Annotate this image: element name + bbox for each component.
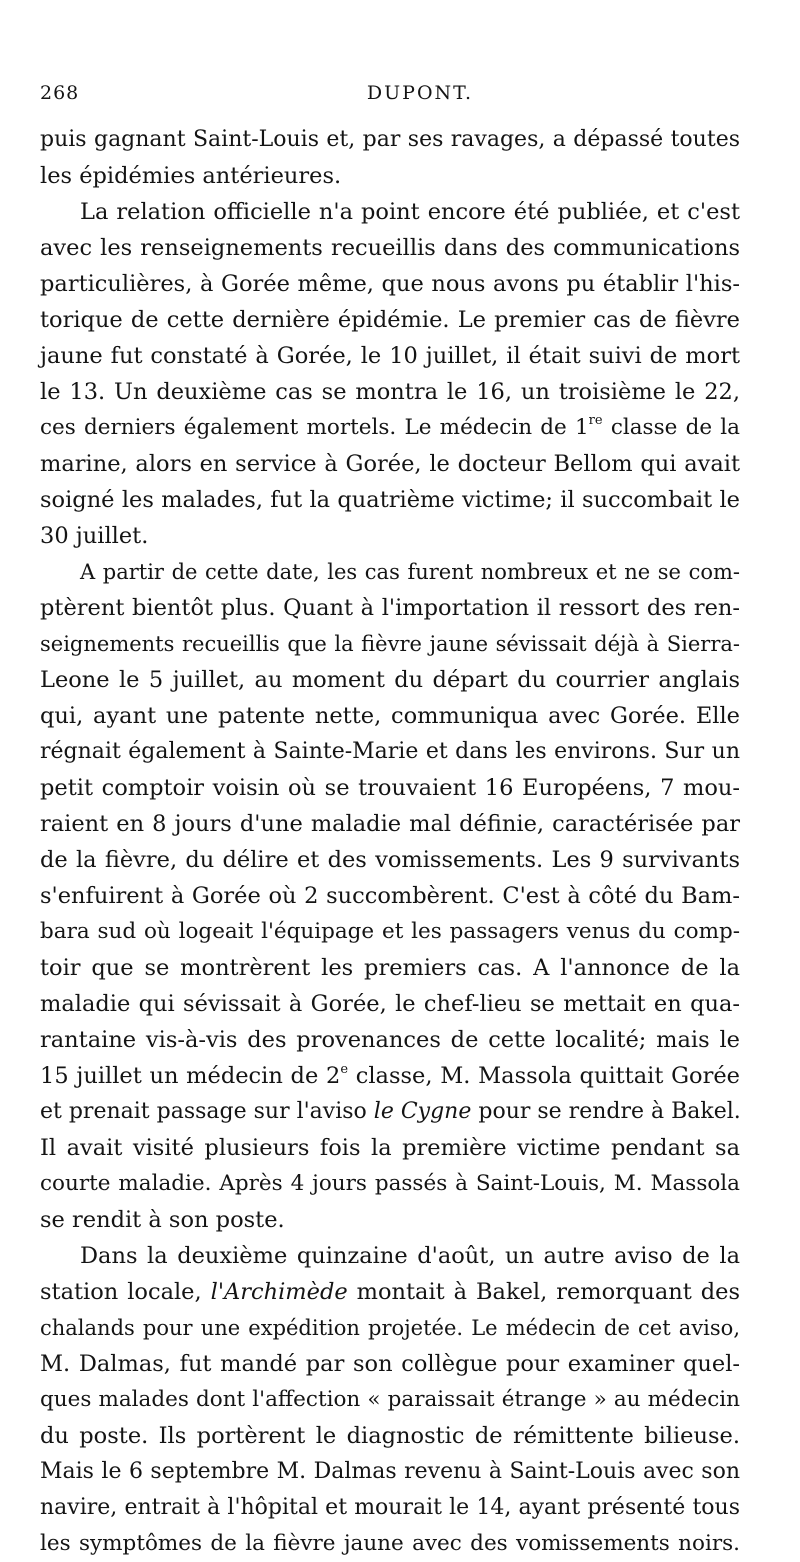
text-line: jaune fut constaté à Gorée, le 10 juillet, il était suivi de mort: [40, 343, 740, 369]
text-line: torique de cette dernière épidémie. Le premier cas de fièvre: [40, 307, 740, 333]
text-line: s'enfuirent à Gorée où 2 succombèrent. C'est à côté du Bam-: [40, 883, 740, 909]
text-line: maladie qui sévissait à Gorée, le chef-lieu se mettait en qua-: [40, 991, 740, 1017]
text-line: soigné les malades, fut la quatrième victime; il succombait le: [40, 487, 740, 513]
page-header: [40, 82, 740, 116]
text-line: toir que se montrèrent les premiers cas. A l'annonce de la: [40, 955, 740, 981]
text-line: M. Dalmas, fut mandé par son collègue pour examiner quel-: [40, 1351, 740, 1377]
text-line: navire, entrait à l'hôpital et mourait le 14, ayant présenté tous: [40, 1495, 740, 1520]
text-line: seignements recueillis que la fièvre jaune sévissait déjà à Sierra-: [40, 632, 740, 656]
text-line: particulières, à Gorée même, que nous avons pu établir l'his-: [40, 271, 740, 297]
text-line: Leone le 5 juillet, au moment du départ du courrier anglais: [40, 667, 740, 693]
text-line: avec les renseignements recueillis dans des communications: [40, 235, 740, 261]
text-line: raient en 8 jours d'une maladie mal définie, caractérisée par: [40, 811, 740, 837]
italic-ship-name: l'Archimède: [210, 1279, 348, 1305]
superscript: re: [588, 412, 603, 428]
text-line: Il avait visité plusieurs fois la première victime pendant sa: [40, 1135, 740, 1161]
text-line: les épidémies antérieures.: [40, 163, 342, 189]
text-line: 15 juillet un médecin de 2e classe, M. Massola quittait Gorée: [40, 1061, 740, 1089]
text-line: station locale, l'Archimède montait à Bakel, remorquant des: [40, 1279, 740, 1305]
text-line: ptèrent bientôt plus. Quant à l'importation il ressort des ren-: [40, 595, 740, 621]
superscript: e: [340, 1061, 349, 1077]
paragraph-start-line: Dans la deuxième quinzaine d'août, un autre aviso de la: [80, 1243, 740, 1269]
text-line: les symptômes de la fièvre jaune avec des vomissements noirs.: [40, 1531, 740, 1556]
text-line: se rendit à son poste.: [40, 1207, 285, 1233]
paragraph-start-line: La relation officielle n'a point encore été publiée, et c'est: [80, 199, 740, 225]
text-line: rantaine vis-à-vis des provenances de cette localité; mais le: [40, 1027, 740, 1053]
text-line: ces derniers également mortels. Le médecin de 1re classe de la: [40, 412, 740, 440]
text-line: Mais le 6 septembre M. Dalmas revenu à Saint-Louis avec son: [40, 1459, 740, 1484]
text-line: qui, ayant une patente nette, communiqua avec Gorée. Elle: [40, 703, 740, 729]
page-number: 268: [40, 82, 80, 104]
text-line: 30 juillet.: [40, 523, 149, 549]
page-body: [40, 122, 740, 1562]
text-line: ques malades dont l'affection « paraissait étrange » au médecin: [40, 1387, 740, 1412]
text-line: chalands pour une expédition projetée. Le médecin de cet aviso,: [40, 1316, 740, 1340]
text-line: puis gagnant Saint-Louis et, par ses ravages, a dépassé toutes: [40, 127, 740, 152]
text-line: le 13. Un deuxième cas se montra le 16, un troisième le 22,: [40, 379, 740, 405]
text-line: marine, alors en service à Gorée, le docteur Bellom qui avait: [40, 451, 740, 477]
text-line: et prenait passage sur l'aviso le Cygne pour se rendre à Bakel.: [40, 1099, 741, 1124]
italic-ship-name: le Cygne: [373, 1099, 472, 1124]
paragraph-start-line: A partir de cette date, les cas furent nombreux et ne se com-: [80, 560, 740, 584]
text-line: courte maladie. Après 4 jours passés à Saint-Louis, M. Massola: [40, 1171, 740, 1196]
text-line: du poste. Ils portèrent le diagnostic de rémittente bilieuse.: [40, 1423, 740, 1449]
text-line: de la fièvre, du délire et des vomissements. Les 9 survivants: [40, 847, 740, 873]
text-line: régnait également à Sainte-Marie et dans les environs. Sur un: [40, 739, 740, 764]
text-line: petit comptoir voisin où se trouvaient 16 Européens, 7 mou-: [40, 775, 740, 801]
text-line: bara sud où logeait l'équipage et les passagers venus du comp-: [40, 919, 740, 944]
running-head: DUPONT.: [366, 82, 474, 104]
